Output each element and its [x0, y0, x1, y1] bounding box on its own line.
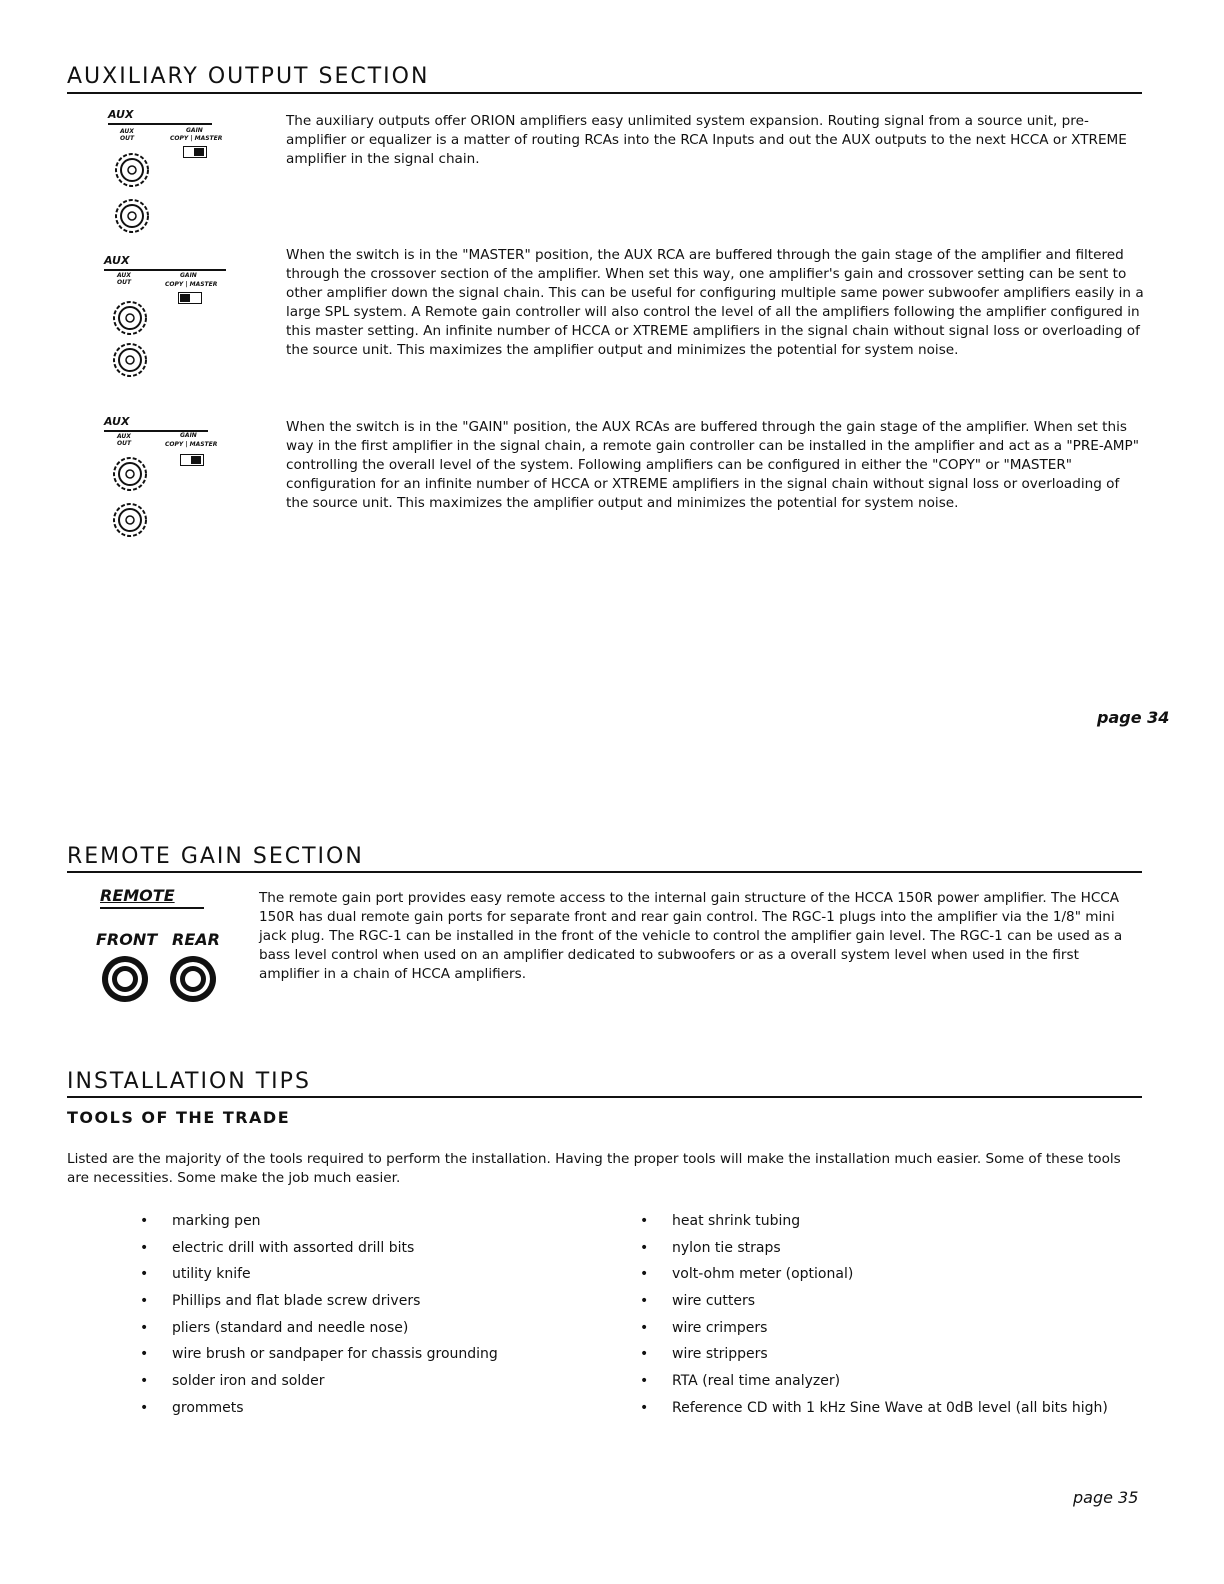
tools-intro: Listed are the majority of the tools required to perform the installation. Having the proper tools will make the installation much easier. Some of these tools are necessities. Some make the job much easier.	[67, 1151, 1121, 1187]
tool-label: wire strippers	[672, 1346, 768, 1363]
remote-paragraph: The remote gain port provides easy remote access to the internal gain structure of the HCCA 150R power amplifier. The HCCA 150R has dual remote gain ports for separate front and rear gain control. The RGC-1 plugs into the amplifier via the 1/8" mini jack plug. The RGC-1 can be installed in the front of the vehicle to control the amplifier gain level. The RGC-1 can be used as a bass level control when used on an amplifier dedicated to subwoofers or as a overall system level when used in the first amplifier in a chain of HCCA amplifiers.	[259, 890, 1123, 983]
rca-jack-icon	[112, 300, 148, 336]
bullet: •	[640, 1213, 649, 1229]
tool-label: electric drill with assorted drill bits	[172, 1239, 415, 1256]
rca-jack-icon	[114, 152, 150, 188]
list-item	[140, 1235, 498, 1262]
tool-label: solder iron and solder	[172, 1373, 325, 1390]
page-number-34: page 34	[1097, 708, 1170, 727]
bullet: •	[640, 1346, 649, 1363]
remote-section-rule	[67, 871, 1142, 873]
rear-label: REAR	[172, 930, 220, 949]
rca-jack-icon	[112, 502, 148, 538]
list-item	[140, 1368, 498, 1395]
aux-out-label: AUX OUT	[117, 433, 132, 447]
bullet: •	[640, 1399, 649, 1416]
bullet: •	[140, 1239, 149, 1256]
list-item	[640, 1288, 1108, 1315]
tool-label: nylon tie straps	[672, 1239, 781, 1256]
bullet: •	[640, 1239, 649, 1256]
aux-label-line	[104, 269, 226, 271]
list-item	[640, 1235, 1108, 1262]
gain-label: GAIN	[180, 272, 197, 279]
bullet: •	[140, 1266, 149, 1283]
bullet: •	[140, 1373, 149, 1390]
list-item	[140, 1341, 498, 1368]
page-number-35: page 35	[1073, 1488, 1139, 1507]
list-item	[640, 1368, 1108, 1395]
tool-label: heat shrink tubing	[672, 1213, 801, 1229]
tool-label: volt-ohm meter (optional)	[672, 1266, 854, 1283]
copy-master-switch[interactable]	[183, 146, 207, 158]
gain-label: GAIN	[180, 432, 197, 439]
copy-master-switch[interactable]	[178, 292, 202, 304]
list-item	[640, 1315, 1108, 1342]
bullet: •	[140, 1319, 149, 1336]
aux-out-label: AUX OUT	[120, 128, 135, 142]
list-item	[640, 1395, 1108, 1422]
list-item	[140, 1288, 498, 1315]
bullet: •	[640, 1319, 649, 1336]
aux-label-line	[108, 123, 212, 125]
bullet: •	[640, 1373, 649, 1390]
tool-label: wire cutters	[672, 1293, 756, 1310]
install-section-rule	[67, 1096, 1142, 1098]
aux-paragraph-3: When the switch is in the "GAIN" position, the AUX RCAs are buffered through the gain stage of the amplifier. When set this way in the first amplifier in the signal chain, a remote gain controller can be installed in the amplifier and act as a "PRE-AMP" controlling the overall level of the system. Following amplifiers can be configured in either the "COPY" or "MASTER" configuration for an infinite number of HCCA or XTREME amplifiers in the signal chain without signal loss or overloading of the source unit. This maximizes the amplifier output and minimizes the potential for system noise.	[286, 419, 1139, 512]
aux-paragraph-2: When the switch is in the "MASTER" position, the AUX RCA are buffered through the gain stage of the amplifier and filtered through the crossover section of the amplifier. When set this way, one amplifier's gain and crossover setting can be sent to other amplifier down the signal chain. This can be useful for configuring multiple same power subwoofer amplifiers easily in a large SPL system. A Remote gain controller will also control the level of all the amplifiers following the amplifier configured in this master setting. An infinite number of HCCA or XTREME amplifiers in the signal chain without signal loss or overloading of the source unit. This maximizes the amplifier output and minimizes the potential for system noise.	[286, 247, 1144, 359]
rca-jack-icon	[114, 198, 150, 234]
list-item	[640, 1261, 1108, 1288]
aux-out-label: AUX OUT	[117, 272, 132, 286]
tool-label: wire crimpers	[672, 1319, 768, 1336]
tool-label: pliers (standard and needle nose)	[172, 1319, 409, 1336]
tool-label: RTA (real time analyzer)	[672, 1373, 841, 1390]
list-item	[140, 1208, 498, 1235]
list-item	[140, 1395, 498, 1422]
front-gain-jack-icon	[100, 954, 150, 1004]
bullet: •	[140, 1293, 149, 1310]
aux-label: AUX	[104, 415, 130, 428]
tool-label: marking pen	[172, 1213, 261, 1229]
remote-label: REMOTE	[100, 886, 175, 905]
gain-label: GAIN	[186, 127, 203, 134]
tools-list-left	[140, 1208, 498, 1422]
aux-paragraph-1: The auxiliary outputs offer ORION amplifiers easy unlimited system expansion. Routing signal from a source unit, pre-amplifier or equalizer is a matter of routing RCAs into the RCA Inputs and out the AUX outputs to the next HCCA or XTREME amplifier in the signal chain.	[286, 113, 1127, 168]
list-item	[140, 1261, 498, 1288]
aux-section-title: AUXILIARY OUTPUT SECTION	[67, 64, 430, 89]
copy-master-label: COPY | MASTER	[170, 135, 223, 142]
remote-label-line	[100, 907, 204, 909]
tool-label: Reference CD with 1 kHz Sine Wave at 0dB level (all bits high)	[672, 1399, 1108, 1416]
tool-label: utility knife	[172, 1266, 251, 1283]
copy-master-label: COPY | MASTER	[165, 441, 218, 448]
aux-label: AUX	[104, 254, 130, 267]
bullet: •	[640, 1266, 649, 1283]
tools-subtitle: TOOLS OF THE TRADE	[67, 1108, 291, 1127]
install-section-title: INSTALLATION TIPS	[67, 1069, 311, 1094]
aux-label: AUX	[108, 108, 134, 121]
aux-section-rule	[67, 92, 1142, 94]
bullet: •	[140, 1399, 149, 1416]
list-item	[140, 1315, 498, 1342]
tool-label: Phillips and flat blade screw drivers	[172, 1293, 421, 1310]
remote-section-title: REMOTE GAIN SECTION	[67, 844, 364, 869]
copy-master-switch[interactable]	[180, 454, 204, 466]
front-label: FRONT	[96, 930, 158, 949]
rear-gain-jack-icon	[168, 954, 218, 1004]
copy-master-label: COPY | MASTER	[165, 281, 218, 288]
list-item	[640, 1208, 1108, 1235]
tools-list-right	[640, 1208, 1108, 1422]
bullet: •	[640, 1293, 649, 1310]
rca-jack-icon	[112, 456, 148, 492]
rca-jack-icon	[112, 342, 148, 378]
list-item	[640, 1341, 1108, 1368]
bullet: •	[140, 1346, 149, 1363]
bullet: •	[140, 1213, 149, 1229]
tool-label: grommets	[172, 1399, 244, 1416]
tool-label: wire brush or sandpaper for chassis grounding	[172, 1346, 498, 1363]
